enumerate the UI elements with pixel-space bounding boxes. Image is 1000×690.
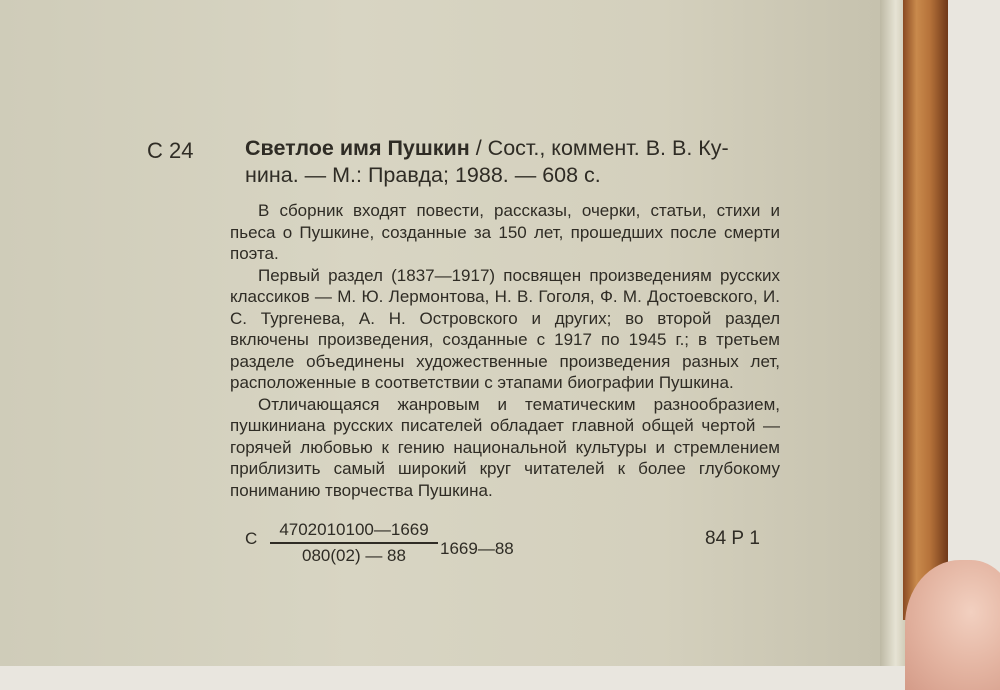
heading-rest: / Сост., коммент. В. В. Ку- xyxy=(469,136,729,160)
bibliographic-heading xyxy=(245,135,785,189)
paragraph: В сборник входят повести, рассказы, очерки, статьи, стихи и пьеса о Пушкине, созданные за 150 лет, прошедших после смерти поэта. xyxy=(230,201,780,263)
paragraph: Первый раздел (1837—1917) посвящен произведениям русских классиков — М. Ю. Лермонтова, Н. В. Гоголя, Ф. М. Достоевского, И. С. Тургенева, А. Н. Островского и других; во второй раздел включены произведения, созданные с 1917 по 1945 г.; в третьем разделе объединены художественные произведения разных лет, расположенные в соответствии с этапами биографии Пушкина. xyxy=(230,265,780,392)
paragraph: Отличающаяся жанровым и тематическим разнообразием, пушкиниана русских писателей обладает главной общей чертой — горячей любовью к гению национальной культуры и стремлением приблизить самый широкий круг читателей к более глубокому пониманию творчества Пушкина. xyxy=(230,394,780,500)
bbk-index: 84 Р 1 xyxy=(705,528,760,549)
book-title: Светлое имя Пушкин xyxy=(245,136,470,160)
imprint-numerator: 4702010100—1669 xyxy=(279,520,429,539)
fraction-line xyxy=(270,542,438,544)
imprint-letter: С xyxy=(245,529,258,548)
annotation xyxy=(230,200,780,501)
heading-line2: нина. — М.: Правда; 1988. — 608 с. xyxy=(245,163,601,187)
finger xyxy=(905,560,1000,690)
imprint-code: 1669—88 xyxy=(440,539,514,558)
catalog-code: С 24 xyxy=(147,138,194,163)
imprint-denominator: 080(02) — 88 xyxy=(302,545,406,565)
book-cover-edge xyxy=(903,0,948,620)
imprint-fraction xyxy=(270,520,438,566)
